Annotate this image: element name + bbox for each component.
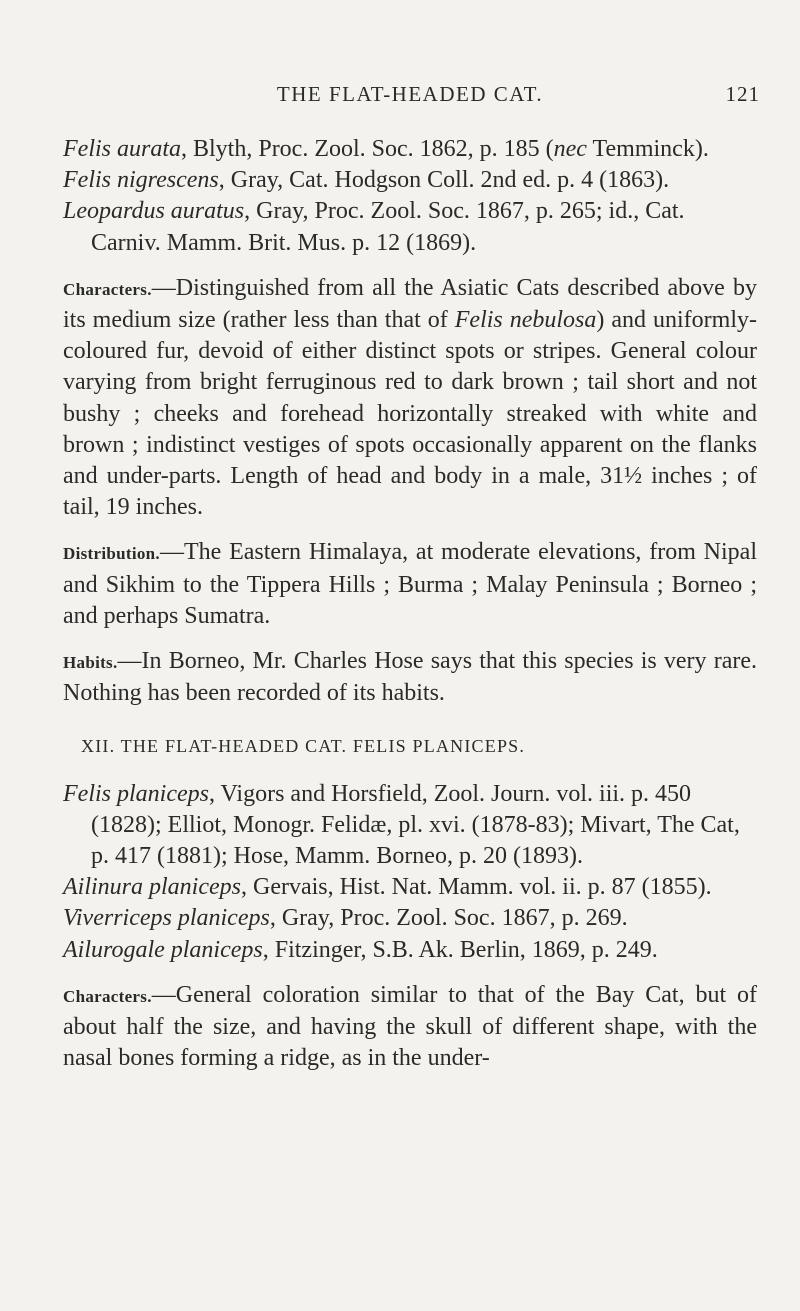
- page-body: [63, 134, 757, 1074]
- characters-paragraph: [63, 273, 757, 524]
- nec-note: nec: [553, 136, 587, 162]
- citation-tail: Temminck).: [586, 136, 709, 162]
- characters-text: —General coloration similar to that of the Bay Cat, but of about half the size, and having the skull of different shape, with the nasal bones forming a ridge, as in the under-: [63, 981, 757, 1072]
- section-heading: XII. THE FLAT-HEADED CAT. FELIS PLANICEPS.: [81, 736, 526, 757]
- synonym-entry: [63, 872, 757, 903]
- synonym-entry: [63, 903, 757, 934]
- habits-paragraph: [63, 646, 757, 709]
- species-name: Leopardus auratus: [63, 198, 245, 225]
- citation: , Blyth, Proc. Zool. Soc. 1862, p. 185 (: [181, 136, 554, 162]
- citation: , Gervais, Hist. Nat. Mamm. vol. ii. p. 87 (1855).: [240, 874, 712, 901]
- citation: , Vigors and Horsfield, Zool. Journ. vol. iii. p. 450 (1828); Elliot, Monogr. Felidæ, pl. xvi. (1878-83); Mivart, The Cat, p. 417 (1881); Hose, Mamm. Borneo, p. 20 (1893).: [91, 780, 740, 870]
- characters-species: Felis nebulosa: [454, 307, 597, 334]
- habits-text: —In Borneo, Mr. Charles Hose says that this species is very rare. Nothing has been recorded of its habits.: [63, 648, 757, 707]
- citation: , Gray, Cat. Hodgson Coll. 2nd ed. p. 4 (1863).: [218, 167, 670, 194]
- distribution-text: —The Eastern Himalaya, at moderate elevations, from Nipal and Sikhim to the Tippera Hills ; Burma ; Malay Peninsula ; Borneo ; and perhaps Sumatra.: [63, 539, 757, 629]
- synonym-entry: [63, 779, 757, 873]
- species-name: Felis planiceps: [63, 780, 209, 807]
- characters-paragraph: [63, 980, 757, 1075]
- distribution-paragraph: [63, 537, 757, 632]
- synonym-entry: [63, 196, 757, 258]
- habits-label: Habits.: [63, 653, 118, 673]
- citation: , Gray, Proc. Zool. Soc. 1867, p. 269.: [269, 905, 628, 932]
- synonym-entry: [63, 165, 757, 196]
- species-name: Felis nigrescens: [63, 167, 219, 194]
- characters-text: —Distinguished from all the Asiatic Cats described above by its medium size (rather less than that of: [63, 274, 757, 334]
- running-head: THE FLAT-HEADED CAT.: [276, 82, 544, 106]
- characters-label: Characters.: [63, 279, 152, 299]
- citation: , Fitzinger, S.B. Ak. Berlin, 1869, p. 249.: [262, 936, 658, 963]
- characters-label: Characters.: [63, 986, 152, 1006]
- species-name: Ailinura planiceps: [63, 874, 241, 901]
- synonym-entry: [63, 935, 757, 966]
- species-name: Viverriceps planiceps: [63, 905, 270, 932]
- page-number: 121: [725, 82, 760, 106]
- distribution-label: Distribution.: [63, 544, 160, 564]
- page-header: [60, 82, 760, 112]
- characters-text-cont: ) and uniformly-coloured fur, devoid of either distinct spots or stripes. General colour varying from bright ferruginous red to dark brown ; tail short and not bushy ; cheeks and forehead horizontally streaked with white and brown ; indistinct vestiges of spots occasionally apparent on the flanks and under-parts. Length of head and body in a male, 31½ inches ; of tail, 19 inches.: [63, 307, 757, 521]
- species-name: Ailurogale planiceps: [63, 936, 263, 963]
- species-name: Felis aurata: [63, 136, 181, 162]
- synonym-entry: [63, 134, 757, 165]
- citation: , Gray, Proc. Zool. Soc. 1867, p. 265; id., Cat. Carniv. Mamm. Brit. Mus. p. 12 (1869).: [91, 198, 685, 256]
